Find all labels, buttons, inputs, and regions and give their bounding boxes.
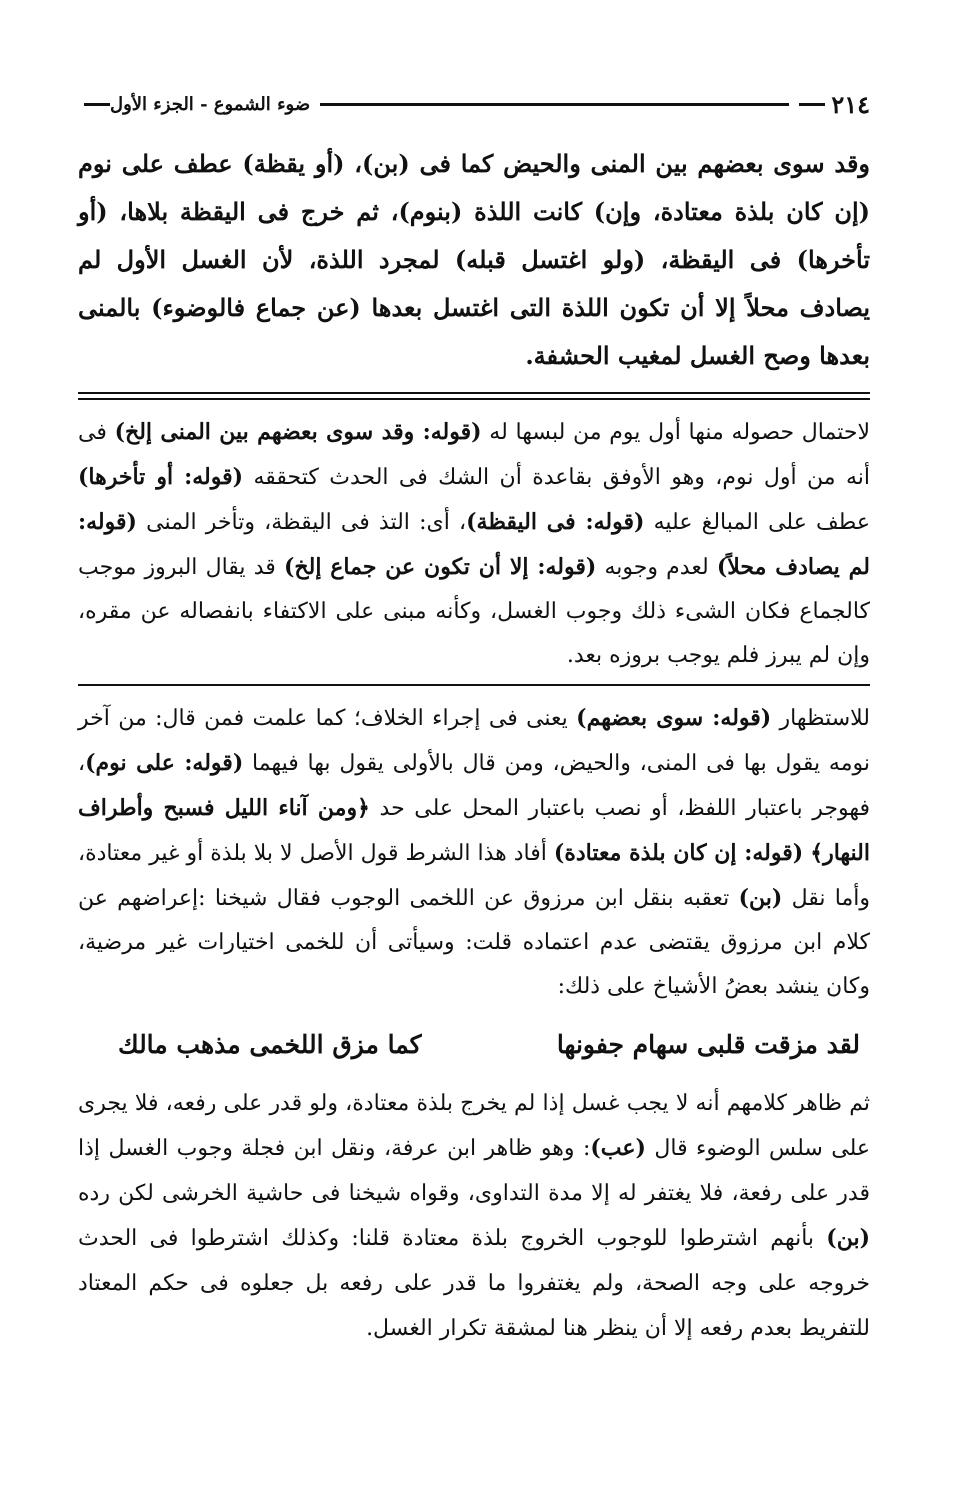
after_verse-segment: بأنهم اشترطوا للوجوب الخروج بلذة معتادة قلنا: وكذلك اشترطوا فى الحدث خروجه على وجه الصحة، ولم يغتفروا ما قدر على رفعه بل جعلوه فى حكم المعتاد للتفريط بعدم رفعه إلا أن ينظر هنا لمشقة تكرار الغسل. [78, 1226, 870, 1341]
after_verse-segment: (عب) [590, 1135, 646, 1161]
verse-first-hemistich: لقد مزقت قلبى سهام جفونها [556, 1030, 860, 1059]
note2-segment: ، فهوجر باعتبار اللفظ، أو نصب باعتبار المحل على حد [78, 751, 870, 821]
note2-segment: ﴿ومن آناء الليل فسبح وأطراف النهار﴾ [78, 795, 870, 866]
note1-segment: (قوله: وقد سوى بعضهم بين المنى إلخ) [114, 419, 482, 445]
running-title-group [78, 94, 310, 115]
after_verse-segment: (بن) [826, 1225, 870, 1251]
note1-segment: عطف على المبالغ عليه [644, 510, 870, 535]
note2-segment: (بن) [738, 885, 783, 911]
single-divider [78, 684, 870, 686]
commentary-2-paragraph [78, 696, 870, 1009]
running-title: ضوء الشموع - الجزء الأول [110, 93, 311, 115]
note2-segment: للاستظهار [771, 706, 870, 731]
main-paragraph: وقد سوى بعضهم بين المنى والحيض كما فى (بن)، (أو يقظة) عطف على نوم (إن كان بلذة معتادة، وإن) كانت اللذة (بنوم)، ثم خرج فى اليقظة بلاها، (أو تأخرها) فى اليقظة، (ولو اغتسل قبله) لمجرد اللذة، لأن الغسل الأول لم يصادف محلاً إلا أن تكون اللذة التى اغتسل بعدها (عن جماع فالوضوء) بالمنى بعدها وصح الغسل لمغيب الحشفة. [78, 149, 871, 370]
note1-segment: فى أنه من أول نوم، وهو الأوفق بقاعدة أن الشك فى الحدث كتحققه [78, 420, 870, 490]
commentary-1-paragraph [78, 410, 870, 678]
commentary-3 [78, 1081, 870, 1351]
note1-segment: (قوله: فى اليقظة) [466, 509, 645, 535]
after_verse-segment: : وهو ظاهر ابن عرفة، ونقل ابن فجلة وجوب الغسل إذا قدر على رفعة، فلا يغتفر له إلا مدة التداوى، وقواه شيخنا فى حاشية الخرشى لكن رده [78, 1136, 870, 1206]
header-dash-right [799, 103, 825, 106]
page-number: ٢١٤ [831, 89, 870, 119]
note2-segment: أفاد هذا الشرط قول الأصل لا بلا بلذة أو غير معتادة، وأما نقل [78, 841, 871, 911]
header-dash-left [84, 103, 110, 106]
main-text [78, 140, 870, 380]
note1-segment: ، أى: التذ فى اليقظة، وتأخر المنى [136, 510, 467, 535]
commentary-3-paragraph [78, 1081, 870, 1351]
page-header [78, 84, 870, 124]
note1-segment: (قوله: لم يصادف محلاً) [78, 509, 870, 580]
note2-segment: (قوله: على نوم) [85, 750, 244, 776]
note2-segment: يعنى فى إجراء الخلاف؛ كما علمت فمن قال: من آخر نومه يقول بها فى المنى، والحيض، ومن قال بالأولى يقول بها فيهما [78, 706, 870, 776]
verse-second-hemistich: كما مزق اللخمى مذهب مالك [118, 1030, 422, 1059]
double-divider [78, 392, 870, 400]
header-rule [320, 103, 789, 106]
commentary-1 [78, 410, 870, 678]
commentary-2 [78, 696, 870, 1009]
note1-segment: لاحتمال حصوله منها أول يوم من لبسها له [481, 420, 870, 445]
note1-segment: لعدم وجوبه [596, 555, 717, 580]
after_verse-segment: ثم ظاهر كلامهم أنه لا يجب غسل إذا لم يخرج بلذة معتادة، ولو قدر على رفعه، فلا يجرى على سلس الوضوء قال [78, 1091, 871, 1161]
note1-segment: قد يقال البروز موجب كالجماع فكان الشىء ذلك وجوب الغسل، وكأنه مبنى على الاكتفاء بانفصاله عن مقره، وإن لم يبرز فلم يوجب بروزه بعد. [78, 555, 870, 668]
note2-segment: تعقبه بنقل ابن مرزوق عن اللخمى الوجوب فقال شيخنا :إعراضهم عن كلام ابن مرزوق يقتضى عدم اعتماده قلت: وسيأتى أن للخمى اختيارات غير مرضية، وكان ينشد بعضُ الأشياخ على ذلك: [78, 886, 870, 999]
poem-verse [78, 1009, 870, 1081]
note2-segment: (قوله: سوى بعضهم) [576, 705, 772, 731]
page-number-group [799, 90, 870, 119]
note1-segment: (قوله: أو تأخرها) [78, 464, 244, 490]
note2-segment: (قوله: إن كان بلذة معتادة) [553, 840, 804, 866]
book-page [78, 84, 870, 1351]
note1-segment: (قوله: إلا أن تكون عن جماع إلخ) [284, 554, 597, 580]
